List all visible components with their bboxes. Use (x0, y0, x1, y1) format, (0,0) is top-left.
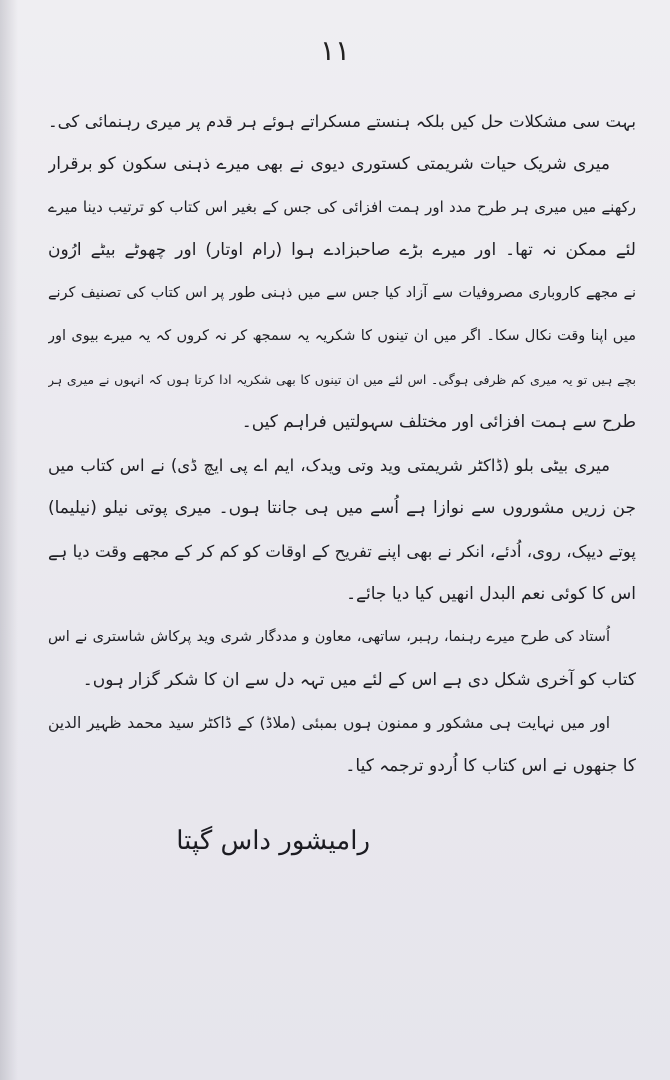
author-signature: رامیشور داس گپتا (176, 826, 370, 856)
text-line: بہت سی مشکلات حل کیں بلکہ ہنستے مسکراتے ہوئے ہر قدم پر میری رہنمائی کی۔ (48, 112, 636, 131)
text-line: رکھنے میں میری ہر طرح مدد اور ہمت افزائی کی جس کے بغیر اس کتاب کو ترتیب دینا میرے (48, 198, 636, 216)
text-line: اُستاد کی طرح میرے رہنما، رہبر، ساتھی، معاون و مددگار شری وید پرکاش شاستری نے اس (48, 629, 610, 645)
text-line: میری شریک حیات شریمتی کستوری دیوی نے بھی میرے ذہنی سکون کو برقرار (48, 154, 610, 174)
text-line: جن زریں مشوروں سے نوازا ہے اُسے میں ہی جانتا ہوں۔ میری پوتی نیلو (نیلیما) (48, 498, 636, 518)
text-line: لئے ممکن نہ تھا۔ اور میرے بڑے صاحبزادے ہوا (رام اوتار) اور چھوٹے بیٹے ارُون (48, 240, 636, 260)
page-edge-shadow (0, 0, 18, 1080)
text-line: کا جنھوں نے اس کتاب کا اُردو ترجمہ کیا۔ (345, 756, 636, 776)
text-line: میری بیٹی بلو (ڈاکٹر شریمتی وید وتی ویدک، ایم اے پی ایچ ڈی) نے اس کتاب میں (48, 456, 610, 475)
text-line: نے مجھے کاروباری مصروفیات سے آزاد کیا جس سے میں ذہنی طور پر اس کتاب کی تصنیف کرنے (48, 285, 636, 301)
text-line: پوتے دیپک، روی، اُدئے، انکر نے بھی اپنے تفریح کے اوقات کو کم کر کے مجھے وقت دیا ہے (48, 542, 636, 561)
text-line: طرح سے ہمت افزائی اور مختلف سہولتیں فراہم کیں۔ (241, 412, 636, 432)
text-line: کتاب کو آخری شکل دی ہے اس کے لئے میں تہہ دل سے ان کا شکر گزار ہوں۔ (82, 670, 636, 690)
text-line: اس کا کوئی نعم البدل انھیں کیا دیا جائے۔ (346, 584, 636, 604)
text-line: بچے ہیں تو یہ میری کم ظرفی ہوگی۔ اس لئے میں ان تینوں کا بھی شکریہ ادا کرتا ہوں کہ انہوں نے میری ہر (48, 372, 636, 387)
text-line: میں اپنا وقت نکال سکا۔ اگر میں ان تینوں کا شکریہ یہ سمجھ کر نہ کروں کہ یہ میرے بیوی اور (48, 328, 636, 344)
text-line: اور میں نہایت ہی مشکور و ممنون ہوں بمبئی (ملاڈ) کے ڈاکٹر سید محمد ظہیر الدین (48, 714, 610, 732)
page-number: ۱۱ (319, 34, 351, 67)
body-text (48, 100, 636, 788)
